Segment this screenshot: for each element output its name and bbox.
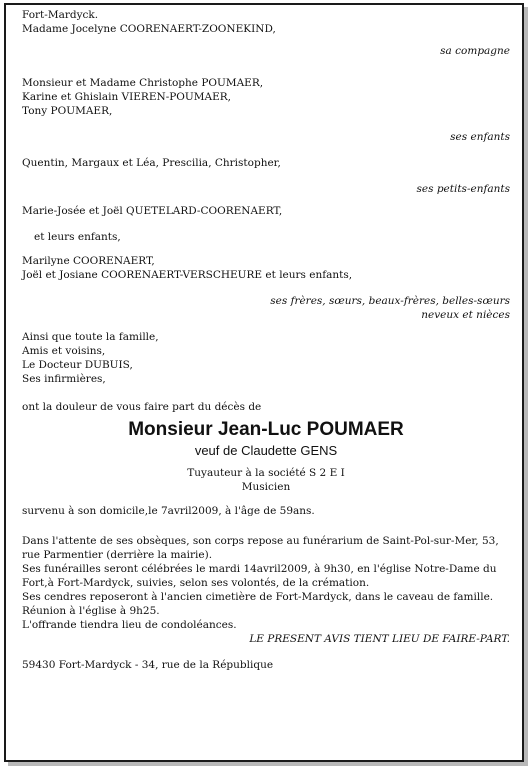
role-siblings: ses frères, sœurs, beaux-frères, belles-sœurs	[270, 295, 510, 307]
role-children: ses enfants	[450, 131, 510, 143]
sibling-line: Marilyne COORENAERT,	[22, 255, 155, 267]
role-grandchildren: ses petits-enfants	[416, 183, 510, 195]
sibling-line: Marie-Josée et Joël QUETELARD-COORENAERT,	[22, 205, 283, 217]
sibling-line: Joël et Josiane COORENAERT-VERSCHEURE et leurs enfants,	[22, 269, 353, 281]
funeral-line: rue Parmentier (derrière la mairie).	[22, 549, 213, 561]
family-address: 59430 Fort-Mardyck - 34, rue de la République	[22, 659, 274, 671]
header-city: Fort-Mardyck.	[22, 9, 99, 21]
child-line: Monsieur et Madame Christophe POUMAER,	[22, 77, 264, 89]
others-line: Ainsi que toute la famille,	[22, 331, 159, 343]
funeral-line: Dans l'attente de ses obsèques, son corps repose au funérarium de Saint-Pol-sur-Mer, 53,	[22, 535, 499, 547]
sibling-line: et leurs enfants,	[34, 231, 121, 243]
profession: Tuyauteur à la société S 2 E I	[187, 467, 345, 479]
death-details: survenu à son domicile,le 7avril2009, à l'âge de 59ans.	[22, 505, 315, 517]
role-companion: sa compagne	[440, 45, 510, 57]
notice-text: LE PRESENT AVIS TIENT LIEU DE FAIRE-PART.	[249, 633, 510, 645]
obituary-content	[22, 8, 510, 672]
grandchildren-names: Quentin, Margaux et Léa, Prescilia, Christopher,	[22, 157, 281, 169]
funeral-line: Fort,à Fort-Mardyck, suivies, selon ses volontés, de la crémation.	[22, 577, 370, 589]
others-line: Amis et voisins,	[22, 345, 106, 357]
role-nephews: neveux et nièces	[421, 309, 510, 321]
deceased-name: Monsieur Jean-Luc POUMAER	[128, 419, 404, 440]
funeral-line: Ses cendres reposeront à l'ancien cimetière de Fort-Mardyck, dans le caveau de famille.	[22, 591, 494, 603]
funeral-line: Ses funérailles seront célébrées le mardi 14avril2009, à 9h30, en l'église Notre-Dame du	[22, 563, 497, 575]
funeral-line: Réunion à l'église à 9h25.	[22, 605, 160, 617]
announcement-intro: ont la douleur de vous faire part du décès de	[22, 401, 262, 413]
others-line: Ses infirmières,	[22, 373, 106, 385]
widower-of: veuf de Claudette GENS	[194, 443, 338, 458]
companion-name: Madame Jocelyne COORENAERT-ZOONEKIND,	[22, 23, 276, 35]
others-line: Le Docteur DUBUIS,	[22, 359, 133, 371]
child-line: Tony POUMAER,	[22, 105, 113, 117]
obituary-frame	[4, 3, 524, 762]
funeral-line: L'offrande tiendra lieu de condoléances.	[22, 619, 237, 631]
child-line: Karine et Ghislain VIEREN-POUMAER,	[22, 91, 232, 103]
profession-musician: Musicien	[241, 481, 291, 493]
